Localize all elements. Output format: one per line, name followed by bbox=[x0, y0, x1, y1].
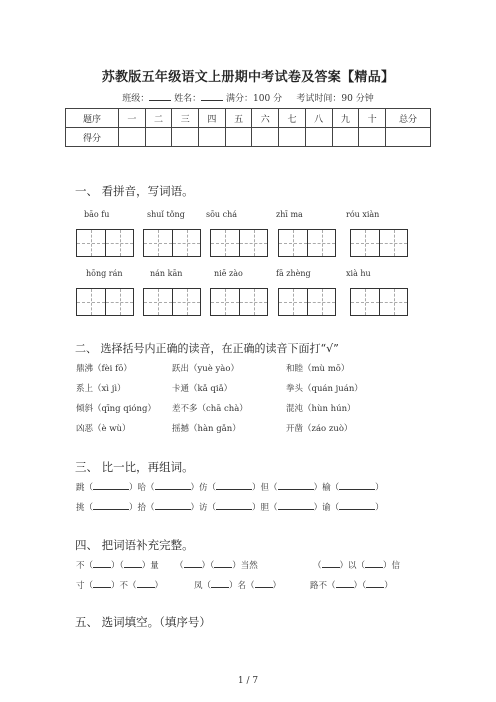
text: ） bbox=[375, 503, 384, 513]
pinyin: xià hu bbox=[346, 269, 371, 278]
writing-grid[interactable] bbox=[143, 288, 201, 316]
answer-blank[interactable] bbox=[216, 500, 252, 510]
writing-grid[interactable] bbox=[278, 229, 336, 257]
score-cell[interactable] bbox=[145, 128, 172, 147]
answer-blank[interactable] bbox=[93, 578, 111, 588]
section-4-heading: 四、 把词语补充完整。 bbox=[75, 538, 194, 552]
writing-grid[interactable] bbox=[76, 288, 134, 316]
text: 跳（ bbox=[76, 483, 94, 493]
text: ）胆（ bbox=[252, 503, 278, 513]
score-table bbox=[65, 108, 431, 147]
header-cell: 四 bbox=[199, 109, 226, 128]
idiom-line-2c bbox=[310, 578, 393, 591]
section-5-heading: 五、 选词填空。（填序号） bbox=[75, 615, 211, 629]
reading-item: 差不多（chā chà） bbox=[172, 404, 248, 414]
text: ）榆（ bbox=[313, 483, 340, 493]
page-number: 1 / 7 bbox=[237, 676, 259, 686]
pinyin: róu xiàn bbox=[346, 210, 380, 219]
score-cell[interactable] bbox=[386, 128, 431, 147]
text: ）名（ bbox=[229, 581, 255, 591]
reading-item: 和睦（mù mō） bbox=[286, 364, 350, 374]
exam-time: 考试时间：90 分钟 bbox=[296, 94, 374, 104]
score-cell[interactable] bbox=[172, 128, 199, 147]
reading-item: 摇撼（hàn gǎn） bbox=[172, 424, 241, 434]
answer-blank[interactable] bbox=[336, 578, 354, 588]
text: 寸（ bbox=[76, 581, 94, 591]
answer-blank[interactable] bbox=[93, 480, 129, 490]
pinyin: zhī ma bbox=[276, 210, 303, 219]
writing-grid[interactable] bbox=[76, 229, 134, 257]
text: ） bbox=[272, 581, 282, 591]
text: ）访（ bbox=[190, 503, 217, 513]
writing-grid[interactable] bbox=[210, 288, 268, 316]
reading-item: 凶恶（è wù） bbox=[76, 424, 131, 434]
reading-item: 鼎沸（fèi fō） bbox=[76, 364, 132, 374]
header-cell: 一 bbox=[119, 109, 146, 128]
name-label: 姓名： bbox=[174, 94, 202, 104]
reading-item: 倾斜（qīng qióng） bbox=[76, 404, 156, 414]
writing-grid[interactable] bbox=[210, 229, 268, 257]
score-cell[interactable] bbox=[305, 128, 332, 147]
answer-blank[interactable] bbox=[216, 480, 252, 490]
text: ）当然 bbox=[232, 561, 258, 571]
class-blank bbox=[149, 92, 171, 101]
header-cell: 十 bbox=[359, 109, 386, 128]
score-table-header-row bbox=[66, 109, 431, 128]
text: ）但（ bbox=[252, 483, 278, 493]
text: ）（ bbox=[111, 561, 124, 571]
answer-blank[interactable] bbox=[93, 558, 111, 568]
pinyin: fā zhèng bbox=[276, 269, 311, 278]
score-table-score-row bbox=[66, 128, 431, 147]
answer-blank[interactable] bbox=[366, 578, 384, 588]
reading-item: 系上（xì jì） bbox=[76, 384, 126, 394]
answer-blank[interactable] bbox=[184, 558, 202, 568]
answer-blank[interactable] bbox=[339, 500, 375, 510]
answer-blank[interactable] bbox=[124, 558, 142, 568]
answer-blank[interactable] bbox=[278, 480, 314, 490]
reading-item: 卡通（kǎ qiǎ） bbox=[172, 384, 233, 394]
answer-blank[interactable] bbox=[155, 480, 191, 490]
reading-item: 跃出（yuè yào） bbox=[172, 364, 239, 374]
exam-info bbox=[0, 91, 496, 104]
text: （ bbox=[313, 561, 322, 571]
reading-item: 拳头（quán juán） bbox=[286, 384, 363, 394]
text: （ bbox=[175, 561, 184, 571]
header-cell: 八 bbox=[305, 109, 332, 128]
section-1-heading: 一、 看拼音，写词语。 bbox=[75, 184, 194, 198]
text: ）仿（ bbox=[190, 483, 217, 493]
score-cell[interactable] bbox=[199, 128, 226, 147]
pinyin: hōng rán bbox=[86, 269, 123, 278]
answer-blank[interactable] bbox=[211, 578, 229, 588]
answer-blank[interactable] bbox=[255, 578, 273, 588]
text: ） bbox=[384, 581, 393, 591]
header-cell: 九 bbox=[332, 109, 359, 128]
compare-line-2 bbox=[76, 500, 384, 513]
writing-grid[interactable] bbox=[350, 288, 408, 316]
text: ） bbox=[375, 483, 384, 493]
idiom-line-1b bbox=[175, 558, 258, 571]
row-label: 得分 bbox=[66, 128, 119, 147]
score-cell[interactable] bbox=[332, 128, 359, 147]
class-label: 班级： bbox=[122, 94, 150, 104]
header-cell: 六 bbox=[252, 109, 279, 128]
text: ）谕（ bbox=[313, 503, 340, 513]
answer-blank[interactable] bbox=[322, 558, 340, 568]
text: ） bbox=[154, 581, 164, 591]
text: 不（ bbox=[76, 561, 94, 571]
answer-blank[interactable] bbox=[278, 500, 314, 510]
score-cell[interactable] bbox=[252, 128, 279, 147]
text: ）信 bbox=[383, 561, 401, 571]
header-cell: 三 bbox=[172, 109, 199, 128]
header-cell: 五 bbox=[225, 109, 252, 128]
pinyin: nán kān bbox=[150, 269, 183, 278]
score-cell[interactable] bbox=[279, 128, 306, 147]
section-2-heading: 二、 选择括号内正确的读音，在正确的读音下面打“√” bbox=[75, 342, 339, 355]
text: 挑（ bbox=[76, 503, 94, 513]
text: ）（ bbox=[201, 561, 215, 571]
pinyin: bāo fu bbox=[84, 210, 110, 219]
answer-blank[interactable] bbox=[365, 558, 383, 568]
idiom-line-1 bbox=[76, 558, 159, 571]
answer-blank[interactable] bbox=[93, 500, 129, 510]
pinyin: niē zào bbox=[214, 269, 243, 278]
answer-blank[interactable] bbox=[155, 500, 191, 510]
idiom-line-1c bbox=[313, 558, 400, 571]
reading-item: 开凿（záo zuò） bbox=[286, 424, 353, 434]
header-cell: 七 bbox=[279, 109, 306, 128]
text: ）不（ bbox=[111, 581, 137, 591]
document-title: 苏教版五年级语文上册期中考试卷及答案【精品】 bbox=[101, 70, 395, 85]
writing-grid[interactable] bbox=[143, 229, 201, 257]
pinyin: shuǐ tǒng bbox=[147, 210, 185, 219]
idiom-line-2b bbox=[194, 578, 281, 591]
header-cell: 总分 bbox=[386, 109, 431, 128]
text: 路不（ bbox=[310, 581, 336, 591]
score-cell[interactable] bbox=[225, 128, 252, 147]
answer-blank[interactable] bbox=[339, 480, 375, 490]
text: ）哈（ bbox=[129, 483, 155, 493]
idiom-line-2 bbox=[76, 578, 163, 591]
text: 凤（ bbox=[194, 581, 212, 591]
score-cell[interactable] bbox=[119, 128, 146, 147]
pinyin: sōu chá bbox=[206, 210, 238, 219]
writing-grid[interactable] bbox=[278, 288, 336, 316]
text: ）（ bbox=[353, 581, 367, 591]
text: ）拾（ bbox=[129, 503, 155, 513]
name-blank bbox=[201, 92, 223, 101]
header-cell: 题序 bbox=[66, 109, 119, 128]
score-cell[interactable] bbox=[359, 128, 386, 147]
header-cell: 二 bbox=[145, 109, 172, 128]
text: ）量 bbox=[141, 561, 159, 571]
answer-blank[interactable] bbox=[137, 578, 155, 588]
compare-line-1 bbox=[76, 480, 384, 493]
answer-blank[interactable] bbox=[214, 558, 232, 568]
section-3-heading: 三、 比一比，再组词。 bbox=[75, 460, 194, 474]
writing-grid[interactable] bbox=[350, 229, 408, 257]
full-score: 满分：100 分 bbox=[226, 94, 283, 104]
text: ）以（ bbox=[339, 561, 366, 571]
reading-item: 混沌（hùn hún） bbox=[286, 404, 356, 414]
